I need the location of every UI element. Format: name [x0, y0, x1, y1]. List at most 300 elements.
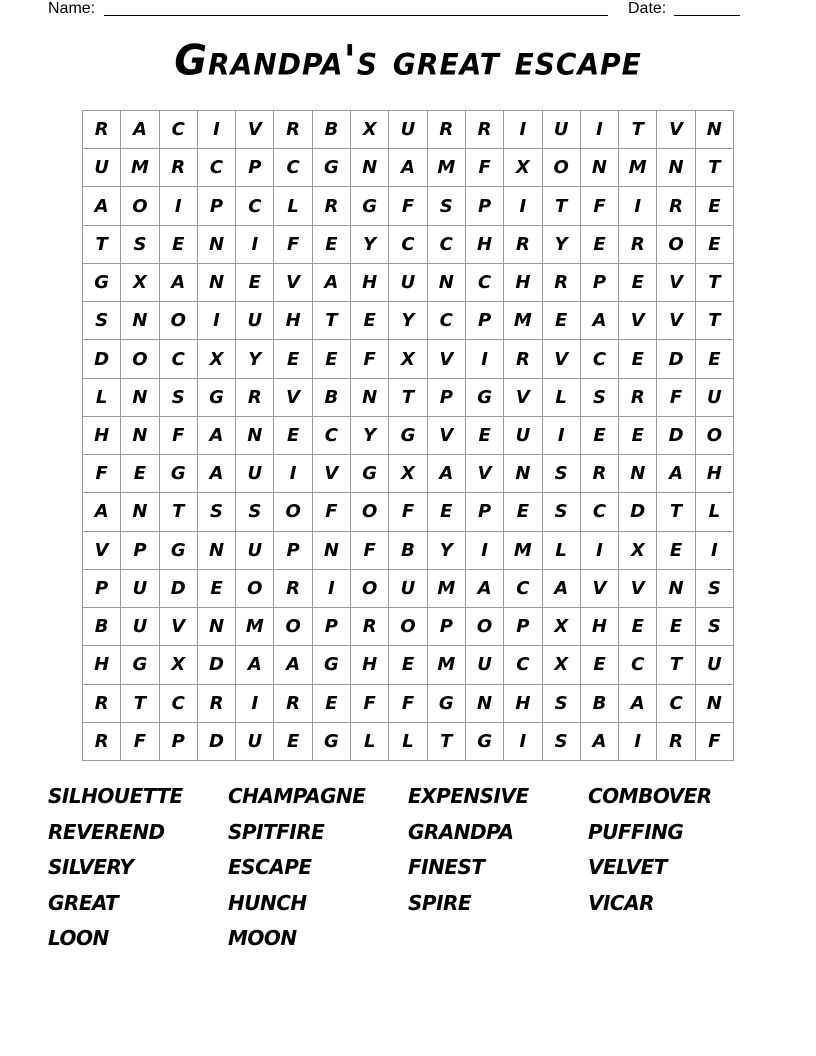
grid-cell[interactable]: P — [466, 302, 504, 340]
grid-cell[interactable]: H — [83, 646, 121, 684]
grid-cell[interactable]: G — [351, 187, 389, 225]
grid-cell[interactable]: O — [274, 493, 312, 531]
grid-cell[interactable]: D — [83, 340, 121, 378]
grid-cell[interactable]: V — [83, 532, 121, 570]
grid-cell[interactable]: A — [657, 455, 695, 493]
grid-cell[interactable]: T — [657, 646, 695, 684]
grid-cell[interactable]: R — [543, 264, 581, 302]
grid-cell[interactable]: N — [619, 455, 657, 493]
grid-cell[interactable]: E — [581, 646, 619, 684]
grid-cell[interactable]: I — [504, 111, 542, 149]
grid-cell[interactable]: M — [504, 302, 542, 340]
grid-cell[interactable]: F — [466, 149, 504, 187]
grid-cell[interactable]: I — [619, 187, 657, 225]
grid-cell[interactable]: U — [389, 570, 427, 608]
grid-cell[interactable]: M — [121, 149, 159, 187]
grid-cell[interactable]: U — [236, 532, 274, 570]
grid-cell[interactable]: E — [160, 226, 198, 264]
grid-cell[interactable]: U — [236, 302, 274, 340]
grid-cell[interactable]: A — [236, 646, 274, 684]
grid-cell[interactable]: U — [389, 264, 427, 302]
grid-cell[interactable]: R — [619, 226, 657, 264]
grid-cell[interactable]: V — [581, 570, 619, 608]
grid-cell[interactable]: I — [619, 723, 657, 761]
grid-cell[interactable]: S — [696, 570, 734, 608]
grid-cell[interactable]: R — [504, 226, 542, 264]
grid-cell[interactable]: X — [351, 111, 389, 149]
grid-cell[interactable]: F — [389, 493, 427, 531]
grid-cell[interactable]: L — [543, 532, 581, 570]
grid-cell[interactable]: R — [160, 149, 198, 187]
grid-cell[interactable]: E — [274, 340, 312, 378]
grid-cell[interactable]: I — [504, 187, 542, 225]
grid-cell[interactable]: I — [696, 532, 734, 570]
grid-cell[interactable]: F — [351, 532, 389, 570]
grid-cell[interactable]: Y — [389, 302, 427, 340]
grid-cell[interactable]: M — [428, 570, 466, 608]
grid-cell[interactable]: N — [351, 379, 389, 417]
grid-cell[interactable]: V — [428, 340, 466, 378]
grid-cell[interactable]: T — [428, 723, 466, 761]
grid-cell[interactable]: C — [504, 646, 542, 684]
grid-cell[interactable]: I — [543, 417, 581, 455]
grid-cell[interactable]: X — [389, 455, 427, 493]
grid-cell[interactable]: C — [581, 493, 619, 531]
grid-cell[interactable]: F — [657, 379, 695, 417]
grid-cell[interactable]: M — [428, 149, 466, 187]
grid-cell[interactable]: V — [619, 302, 657, 340]
grid-cell[interactable]: H — [504, 264, 542, 302]
grid-cell[interactable]: F — [351, 685, 389, 723]
grid-cell[interactable]: P — [83, 570, 121, 608]
grid-cell[interactable]: E — [504, 493, 542, 531]
grid-cell[interactable]: D — [619, 493, 657, 531]
grid-cell[interactable]: H — [351, 646, 389, 684]
grid-cell[interactable]: N — [466, 685, 504, 723]
grid-cell[interactable]: X — [198, 340, 236, 378]
grid-cell[interactable]: X — [389, 340, 427, 378]
grid-cell[interactable]: R — [619, 379, 657, 417]
grid-cell[interactable]: O — [351, 493, 389, 531]
grid-cell[interactable]: T — [696, 302, 734, 340]
grid-cell[interactable]: E — [543, 302, 581, 340]
grid-cell[interactable]: L — [83, 379, 121, 417]
grid-cell[interactable]: P — [466, 493, 504, 531]
grid-cell[interactable]: N — [581, 149, 619, 187]
grid-cell[interactable]: I — [274, 455, 312, 493]
word-list-item: LOON — [48, 926, 109, 950]
grid-cell[interactable]: F — [121, 723, 159, 761]
grid-cell[interactable]: P — [198, 187, 236, 225]
grid-cell[interactable]: S — [83, 302, 121, 340]
grid-cell[interactable]: F — [160, 417, 198, 455]
date-field-line[interactable] — [674, 15, 740, 16]
grid-cell[interactable]: E — [236, 264, 274, 302]
grid-cell[interactable]: R — [236, 379, 274, 417]
grid-cell[interactable]: R — [83, 111, 121, 149]
grid-cell[interactable]: I — [236, 685, 274, 723]
grid-cell[interactable]: V — [657, 302, 695, 340]
date-label: Date: — [628, 0, 667, 17]
grid-cell[interactable]: S — [543, 455, 581, 493]
grid-cell[interactable]: N — [198, 264, 236, 302]
grid-cell[interactable]: U — [121, 608, 159, 646]
grid-cell[interactable]: H — [351, 264, 389, 302]
grid-cell[interactable]: U — [466, 646, 504, 684]
grid-cell[interactable]: O — [274, 608, 312, 646]
grid-cell[interactable]: E — [274, 417, 312, 455]
grid-cell[interactable]: A — [160, 264, 198, 302]
grid-cell[interactable]: N — [121, 379, 159, 417]
grid-cell[interactable]: A — [619, 685, 657, 723]
grid-cell[interactable]: C — [657, 685, 695, 723]
grid-cell[interactable]: R — [504, 340, 542, 378]
grid-cell[interactable]: P — [504, 608, 542, 646]
grid-cell[interactable]: E — [313, 226, 351, 264]
grid-cell[interactable]: T — [657, 493, 695, 531]
grid-cell[interactable]: A — [198, 455, 236, 493]
grid-cell[interactable]: A — [121, 111, 159, 149]
grid-cell[interactable]: B — [389, 532, 427, 570]
grid-cell[interactable]: D — [657, 340, 695, 378]
grid-cell[interactable]: M — [428, 646, 466, 684]
grid-cell[interactable]: F — [696, 723, 734, 761]
grid-cell[interactable]: E — [619, 264, 657, 302]
grid-cell[interactable]: V — [657, 111, 695, 149]
grid-cell[interactable]: P — [274, 532, 312, 570]
grid-cell[interactable]: N — [198, 226, 236, 264]
grid-cell[interactable]: E — [619, 608, 657, 646]
grid-cell[interactable]: G — [313, 646, 351, 684]
name-label: Name: — [48, 0, 96, 17]
grid-cell[interactable]: R — [428, 111, 466, 149]
grid-cell[interactable]: Y — [543, 226, 581, 264]
grid-cell[interactable]: X — [121, 264, 159, 302]
grid-cell[interactable]: S — [198, 493, 236, 531]
grid-cell[interactable]: U — [696, 646, 734, 684]
grid-cell[interactable]: G — [389, 417, 427, 455]
grid-cell[interactable]: P — [236, 149, 274, 187]
grid-cell[interactable]: N — [198, 608, 236, 646]
grid-cell[interactable]: R — [83, 685, 121, 723]
grid-cell[interactable]: D — [160, 570, 198, 608]
grid-cell[interactable]: L — [389, 723, 427, 761]
grid-cell[interactable]: N — [121, 493, 159, 531]
grid-cell[interactable]: C — [428, 302, 466, 340]
grid-cell[interactable]: N — [657, 570, 695, 608]
grid-cell[interactable]: E — [657, 608, 695, 646]
grid-cell[interactable]: V — [504, 379, 542, 417]
grid-cell[interactable]: T — [389, 379, 427, 417]
grid-cell[interactable]: S — [428, 187, 466, 225]
grid-cell[interactable]: G — [160, 455, 198, 493]
grid-cell[interactable]: V — [619, 570, 657, 608]
grid-cell[interactable]: I — [504, 723, 542, 761]
grid-cell[interactable]: G — [121, 646, 159, 684]
grid-cell[interactable]: G — [313, 149, 351, 187]
grid-cell[interactable]: I — [198, 302, 236, 340]
grid-cell[interactable]: O — [543, 149, 581, 187]
grid-cell[interactable]: E — [313, 340, 351, 378]
grid-cell[interactable]: V — [160, 608, 198, 646]
grid-cell[interactable]: I — [236, 226, 274, 264]
grid-cell[interactable]: R — [313, 187, 351, 225]
word-list-item: EXPENSIVE — [408, 784, 529, 808]
grid-cell[interactable]: G — [466, 723, 504, 761]
grid-cell[interactable]: T — [83, 226, 121, 264]
grid-cell[interactable]: S — [543, 723, 581, 761]
grid-cell[interactable]: I — [160, 187, 198, 225]
grid-cell[interactable]: N — [504, 455, 542, 493]
grid-cell[interactable]: M — [236, 608, 274, 646]
grid-cell[interactable]: U — [83, 149, 121, 187]
grid-cell[interactable]: X — [619, 532, 657, 570]
grid-cell[interactable]: R — [351, 608, 389, 646]
grid-cell[interactable]: C — [428, 226, 466, 264]
grid-cell[interactable]: R — [274, 111, 312, 149]
grid-cell[interactable]: T — [543, 187, 581, 225]
grid-cell[interactable]: T — [696, 149, 734, 187]
grid-cell[interactable]: E — [581, 417, 619, 455]
grid-cell[interactable]: X — [543, 608, 581, 646]
grid-cell[interactable]: P — [466, 187, 504, 225]
grid-cell[interactable]: N — [657, 149, 695, 187]
grid-cell[interactable]: S — [543, 685, 581, 723]
grid-cell[interactable]: D — [198, 646, 236, 684]
grid-cell[interactable]: O — [466, 608, 504, 646]
grid-cell[interactable]: E — [121, 455, 159, 493]
grid-cell[interactable]: V — [313, 455, 351, 493]
grid-cell[interactable]: B — [313, 379, 351, 417]
grid-cell[interactable]: Y — [351, 226, 389, 264]
grid-cell[interactable]: M — [504, 532, 542, 570]
grid-cell[interactable]: G — [313, 723, 351, 761]
grid-cell[interactable]: L — [351, 723, 389, 761]
grid-cell[interactable]: T — [619, 111, 657, 149]
grid-cell[interactable]: F — [581, 187, 619, 225]
grid-cell[interactable]: H — [83, 417, 121, 455]
grid-cell[interactable]: C — [581, 340, 619, 378]
grid-cell[interactable]: C — [160, 685, 198, 723]
name-field-line[interactable] — [104, 15, 608, 16]
grid-cell[interactable]: N — [351, 149, 389, 187]
word-list-item: FINEST — [408, 855, 485, 879]
grid-cell[interactable]: Y — [236, 340, 274, 378]
grid-cell[interactable]: V — [543, 340, 581, 378]
grid-cell[interactable]: C — [504, 570, 542, 608]
grid-cell[interactable]: C — [389, 226, 427, 264]
grid-cell[interactable]: E — [274, 723, 312, 761]
grid-cell[interactable]: E — [581, 226, 619, 264]
grid-cell[interactable]: P — [121, 532, 159, 570]
grid-cell[interactable]: R — [657, 187, 695, 225]
grid-cell[interactable]: E — [389, 646, 427, 684]
grid-cell[interactable]: H — [466, 226, 504, 264]
grid-cell[interactable]: G — [351, 455, 389, 493]
grid-cell[interactable]: C — [313, 417, 351, 455]
grid-cell[interactable]: V — [657, 264, 695, 302]
grid-cell[interactable]: U — [504, 417, 542, 455]
grid-cell[interactable]: V — [466, 455, 504, 493]
grid-cell[interactable]: F — [83, 455, 121, 493]
grid-cell[interactable]: T — [121, 685, 159, 723]
grid-cell[interactable]: P — [428, 608, 466, 646]
grid-cell[interactable]: N — [236, 417, 274, 455]
grid-cell[interactable]: V — [274, 264, 312, 302]
grid-cell[interactable]: A — [543, 570, 581, 608]
grid-cell[interactable]: N — [198, 532, 236, 570]
grid-cell[interactable]: M — [619, 149, 657, 187]
grid-cell[interactable]: R — [581, 455, 619, 493]
grid-cell[interactable]: E — [313, 685, 351, 723]
grid-cell[interactable]: N — [696, 111, 734, 149]
grid-cell[interactable]: E — [428, 493, 466, 531]
grid-cell[interactable]: R — [83, 723, 121, 761]
grid-cell[interactable]: N — [121, 302, 159, 340]
grid-cell[interactable]: U — [236, 723, 274, 761]
grid-cell[interactable]: O — [351, 570, 389, 608]
grid-cell[interactable]: Y — [351, 417, 389, 455]
grid-cell[interactable]: E — [657, 532, 695, 570]
grid-cell[interactable]: F — [389, 187, 427, 225]
grid-cell[interactable]: H — [274, 302, 312, 340]
grid-cell[interactable]: I — [466, 340, 504, 378]
grid-cell[interactable]: A — [83, 187, 121, 225]
grid-cell[interactable]: E — [696, 187, 734, 225]
grid-cell[interactable]: A — [466, 570, 504, 608]
grid-cell[interactable]: S — [581, 379, 619, 417]
grid-cell[interactable]: A — [389, 149, 427, 187]
grid-cell[interactable]: Y — [428, 532, 466, 570]
grid-cell[interactable]: N — [121, 417, 159, 455]
grid-cell[interactable]: C — [160, 340, 198, 378]
grid-cell[interactable]: N — [428, 264, 466, 302]
grid-cell[interactable]: S — [543, 493, 581, 531]
word-list-item: COMBOVER — [588, 784, 712, 808]
grid-cell[interactable]: C — [198, 149, 236, 187]
grid-cell[interactable]: U — [121, 570, 159, 608]
grid-cell[interactable]: T — [696, 264, 734, 302]
grid-cell[interactable]: U — [696, 379, 734, 417]
grid-cell[interactable]: A — [83, 493, 121, 531]
grid-cell[interactable]: S — [121, 226, 159, 264]
grid-cell[interactable]: F — [274, 226, 312, 264]
grid-cell[interactable]: F — [389, 685, 427, 723]
grid-cell[interactable]: B — [313, 111, 351, 149]
grid-cell[interactable]: H — [504, 685, 542, 723]
grid-cell[interactable]: B — [83, 608, 121, 646]
grid-cell[interactable]: A — [198, 417, 236, 455]
grid-cell[interactable]: N — [313, 532, 351, 570]
grid-cell[interactable]: I — [466, 532, 504, 570]
grid-cell[interactable]: A — [581, 723, 619, 761]
grid-cell[interactable]: A — [313, 264, 351, 302]
grid-cell[interactable]: C — [466, 264, 504, 302]
grid-cell[interactable]: U — [543, 111, 581, 149]
grid-cell[interactable]: X — [504, 149, 542, 187]
grid-cell[interactable]: O — [389, 608, 427, 646]
grid-cell[interactable]: C — [160, 111, 198, 149]
grid-cell[interactable]: D — [198, 723, 236, 761]
grid-cell[interactable]: E — [351, 302, 389, 340]
grid-cell[interactable]: T — [160, 493, 198, 531]
grid-cell[interactable]: E — [466, 417, 504, 455]
grid-cell[interactable]: O — [160, 302, 198, 340]
grid-cell[interactable]: R — [466, 111, 504, 149]
grid-cell[interactable]: U — [236, 455, 274, 493]
grid-cell[interactable]: P — [428, 379, 466, 417]
grid-cell[interactable]: U — [389, 111, 427, 149]
grid-cell[interactable]: I — [313, 570, 351, 608]
grid-cell[interactable]: P — [581, 264, 619, 302]
grid-cell[interactable]: E — [619, 417, 657, 455]
grid-cell[interactable]: P — [313, 608, 351, 646]
grid-cell[interactable]: V — [236, 111, 274, 149]
grid-cell[interactable]: R — [198, 685, 236, 723]
grid-cell[interactable]: O — [121, 187, 159, 225]
word-search-grid — [82, 110, 734, 761]
grid-cell[interactable]: G — [198, 379, 236, 417]
grid-cell[interactable]: G — [160, 532, 198, 570]
grid-cell[interactable]: V — [274, 379, 312, 417]
grid-cell[interactable]: V — [428, 417, 466, 455]
grid-cell[interactable]: L — [696, 493, 734, 531]
grid-cell[interactable]: A — [581, 302, 619, 340]
grid-cell[interactable]: S — [160, 379, 198, 417]
word-list-item: HUNCH — [228, 890, 307, 915]
grid-cell[interactable]: X — [160, 646, 198, 684]
grid-cell[interactable]: P — [160, 723, 198, 761]
grid-cell[interactable]: L — [543, 379, 581, 417]
grid-cell[interactable]: N — [696, 685, 734, 723]
grid-cell[interactable]: R — [274, 685, 312, 723]
grid-cell[interactable]: S — [236, 493, 274, 531]
grid-cell[interactable]: C — [274, 149, 312, 187]
grid-cell[interactable]: H — [581, 608, 619, 646]
grid-cell[interactable]: O — [696, 417, 734, 455]
grid-cell[interactable]: F — [313, 493, 351, 531]
grid-cell[interactable]: D — [657, 417, 695, 455]
grid-cell[interactable]: S — [696, 608, 734, 646]
grid-cell[interactable]: R — [274, 570, 312, 608]
grid-cell[interactable]: I — [198, 111, 236, 149]
grid-cell[interactable]: E — [198, 570, 236, 608]
grid-cell[interactable]: G — [466, 379, 504, 417]
grid-cell[interactable]: G — [428, 685, 466, 723]
grid-cell[interactable]: T — [313, 302, 351, 340]
grid-cell[interactable]: O — [236, 570, 274, 608]
grid-cell[interactable]: R — [657, 723, 695, 761]
grid-cell[interactable]: C — [236, 187, 274, 225]
grid-cell[interactable]: C — [619, 646, 657, 684]
grid-cell[interactable]: O — [657, 226, 695, 264]
grid-cell[interactable]: A — [274, 646, 312, 684]
grid-cell[interactable]: H — [696, 455, 734, 493]
grid-cell[interactable]: O — [121, 340, 159, 378]
grid-cell[interactable]: A — [428, 455, 466, 493]
grid-cell[interactable]: G — [83, 264, 121, 302]
grid-cell[interactable]: E — [619, 340, 657, 378]
grid-cell[interactable]: I — [581, 111, 619, 149]
grid-cell[interactable]: L — [274, 187, 312, 225]
grid-cell[interactable]: E — [696, 226, 734, 264]
grid-cell[interactable]: E — [696, 340, 734, 378]
grid-cell[interactable]: I — [581, 532, 619, 570]
grid-cell[interactable]: F — [351, 340, 389, 378]
grid-cell[interactable]: X — [543, 646, 581, 684]
word-list-item: CHAMPAGNE — [228, 784, 366, 808]
grid-cell[interactable]: B — [581, 685, 619, 723]
